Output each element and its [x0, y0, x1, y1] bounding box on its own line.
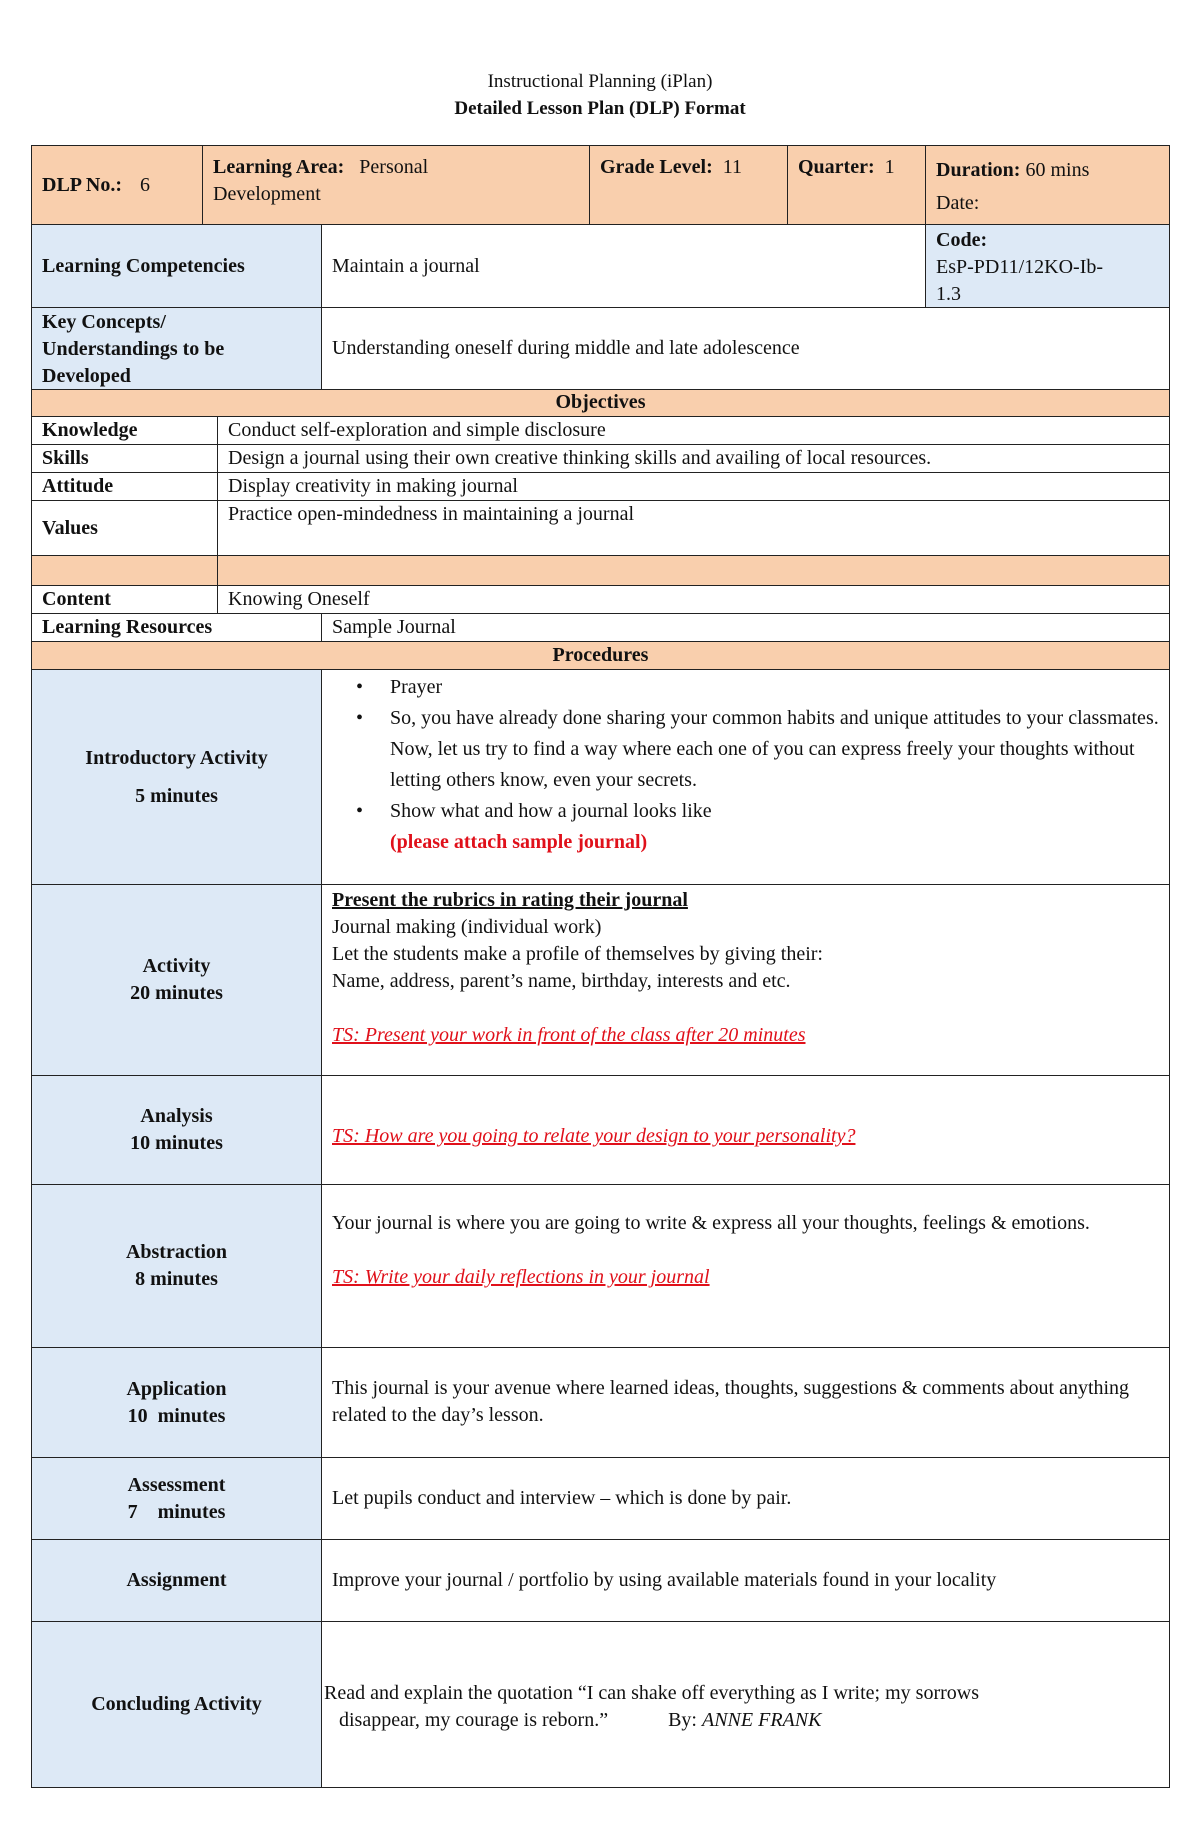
assignment-line-1: Improve your journal / portfolio by using available materials found in your locality — [332, 1569, 997, 1591]
learning-area-cell — [202, 145, 590, 225]
knowledge-label-cell — [31, 416, 218, 445]
procedures-heading-cell — [31, 641, 1170, 670]
application-label: Application — [126, 1377, 227, 1400]
objectives-heading-cell — [31, 389, 1170, 417]
resources-value-cell — [321, 613, 1170, 642]
activity-line-3: Let the students make a profile of themselves by giving their: — [332, 943, 823, 965]
application-value-cell — [321, 1347, 1170, 1458]
quarter-value: 1 — [884, 156, 895, 178]
duration-label: Duration: — [936, 159, 1021, 181]
separator-row-right — [217, 555, 1170, 586]
competencies-value: Maintain a journal — [332, 254, 480, 277]
values-label: Values — [42, 516, 98, 539]
intro-note: (please attach sample journal) — [390, 831, 648, 853]
competencies-value-cell — [321, 224, 926, 308]
learning-area-value-1: Personal — [359, 156, 429, 178]
quarter-label: Quarter: — [798, 156, 875, 178]
key-concepts-value-cell — [321, 307, 1170, 390]
activity-line-1: Present the rubrics in rating their journal — [332, 889, 688, 911]
concluding-line-1: Read and explain the quotation “I can shake off everything as I write; my sorrows — [324, 1682, 979, 1704]
activity-ts: TS: Present your work in front of the class after 20 minutes — [332, 1024, 806, 1046]
activity-value-cell — [321, 884, 1170, 1076]
concluding-label-cell — [31, 1621, 322, 1788]
grade-level-value: 11 — [722, 156, 743, 178]
analysis-time: 10 minutes — [130, 1132, 223, 1154]
application-label-cell — [31, 1347, 322, 1458]
attitude-value: Display creativity in making journal — [228, 475, 518, 497]
header-line-2: Detailed Lesson Plan (DLP) Format — [454, 98, 746, 119]
code-value-1: EsP-PD11/12KO-Ib- — [936, 256, 1104, 278]
assessment-value-cell — [321, 1457, 1170, 1540]
concluding-line-2: disappear, my courage is reborn.” — [339, 1709, 609, 1731]
key-concepts-label-cell — [31, 307, 322, 390]
assignment-label-cell — [31, 1539, 322, 1622]
activity-line-4: Name, address, parent’s name, birthday, interests and etc. — [332, 970, 791, 992]
abstraction-ts: TS: Write your daily reflections in your journal — [332, 1266, 710, 1288]
quarter-cell — [787, 145, 926, 225]
abstraction-time: 8 minutes — [135, 1268, 218, 1290]
analysis-ts: TS: How are you going to relate your design to your personality? — [332, 1125, 856, 1147]
application-time: 10 minutes — [127, 1404, 226, 1427]
content-label-cell — [31, 585, 218, 614]
key-concepts-value: Understanding oneself during middle and late adolescence — [332, 337, 800, 359]
code-value-2: 1.3 — [936, 283, 961, 305]
procedures-heading: Procedures — [552, 644, 649, 666]
intro-bullet-2: • So, you have already done sharing your common habits and unique attitudes to your classmates. Now, let us try to find a way where each one of you can express freely your thoughts without letting others know, even your secrets. — [390, 703, 1159, 796]
abstraction-line-1: Your journal is where you are going to write & express all your thoughts, feelings & emotions. — [332, 1212, 1090, 1234]
knowledge-value-cell — [217, 416, 1170, 445]
separator-row-left — [31, 555, 218, 586]
values-label-cell — [31, 500, 218, 556]
key-concepts-label-2: Understandings to be — [42, 338, 225, 360]
analysis-label: Analysis — [140, 1105, 213, 1127]
attitude-label: Attitude — [42, 475, 114, 497]
abstraction-label: Abstraction — [125, 1241, 228, 1263]
grade-level-cell — [589, 145, 788, 225]
values-value: Practice open-mindedness in maintaining a journal — [228, 503, 634, 525]
skills-label: Skills — [42, 447, 89, 469]
key-concepts-label-1: Key Concepts/ — [42, 311, 166, 333]
objectives-heading: Objectives — [555, 391, 646, 413]
intro-time: 5 minutes — [135, 785, 218, 807]
knowledge-label: Knowledge — [42, 419, 138, 441]
competencies-label: Learning Competencies — [42, 254, 245, 277]
assignment-value-cell — [321, 1539, 1170, 1622]
dlp-number-cell — [31, 145, 203, 225]
abstraction-value-cell — [321, 1184, 1170, 1348]
code-label: Code: — [936, 229, 988, 251]
grade-level-label: Grade Level: — [600, 156, 713, 178]
assessment-time: 7 minutes — [127, 1500, 226, 1523]
competencies-label-cell — [31, 224, 322, 308]
resources-label: Learning Resources — [42, 616, 213, 638]
skills-value-cell — [217, 444, 1170, 473]
skills-value: Design a journal using their own creative thinking skills and availing of local resources. — [228, 447, 932, 469]
activity-label: Activity — [142, 955, 211, 977]
intro-label-cell — [31, 669, 322, 885]
application-line-1: This journal is your avenue where learned ideas, thoughts, suggestions & comments about anything related to the day’s lesson. — [332, 1377, 1130, 1426]
analysis-value-cell — [321, 1075, 1170, 1185]
intro-bullet-list — [332, 672, 1159, 827]
assessment-label: Assessment — [127, 1473, 226, 1496]
content-value: Knowing Oneself — [228, 588, 370, 610]
skills-label-cell — [31, 444, 218, 473]
resources-value: Sample Journal — [332, 616, 456, 638]
header-line-1: Instructional Planning (iPlan) — [487, 71, 713, 92]
concluding-value-cell — [321, 1621, 1170, 1788]
intro-bullet-3: • Show what and how a journal looks like — [390, 796, 1159, 827]
concluding-label: Concluding Activity — [91, 1693, 262, 1715]
intro-bullet-1: • Prayer — [390, 672, 1159, 703]
key-concepts-label-3: Developed — [42, 365, 131, 387]
learning-area-value-2: Development — [213, 183, 321, 205]
resources-label-cell — [31, 613, 322, 642]
code-cell — [925, 224, 1170, 308]
concluding-by: By: — [668, 1709, 697, 1731]
activity-line-2: Journal making (individual work) — [332, 916, 602, 938]
intro-label: Introductory Activity — [85, 747, 268, 769]
assessment-line-1: Let pupils conduct and interview – which is done by pair. — [332, 1487, 792, 1509]
assessment-label-cell — [31, 1457, 322, 1540]
assignment-label: Assignment — [126, 1569, 227, 1591]
date-label: Date: — [936, 192, 980, 214]
dlp-label: DLP No.: — [42, 173, 122, 196]
attitude-value-cell — [217, 472, 1170, 501]
concluding-author: ANNE FRANK — [702, 1709, 822, 1731]
values-value-cell — [217, 500, 1170, 556]
document-header — [0, 68, 1200, 122]
activity-time: 20 minutes — [130, 982, 223, 1004]
analysis-label-cell — [31, 1075, 322, 1185]
learning-area-label: Learning Area: — [213, 156, 345, 178]
abstraction-label-cell — [31, 1184, 322, 1348]
knowledge-value: Conduct self-exploration and simple disclosure — [228, 419, 606, 441]
duration-cell — [925, 145, 1170, 225]
intro-value-cell — [321, 669, 1170, 885]
content-value-cell — [217, 585, 1170, 614]
attitude-label-cell — [31, 472, 218, 501]
dlp-value: 6 — [140, 173, 150, 196]
activity-label-cell — [31, 884, 322, 1076]
duration-value: 60 mins — [1025, 159, 1090, 181]
content-label: Content — [42, 588, 111, 610]
